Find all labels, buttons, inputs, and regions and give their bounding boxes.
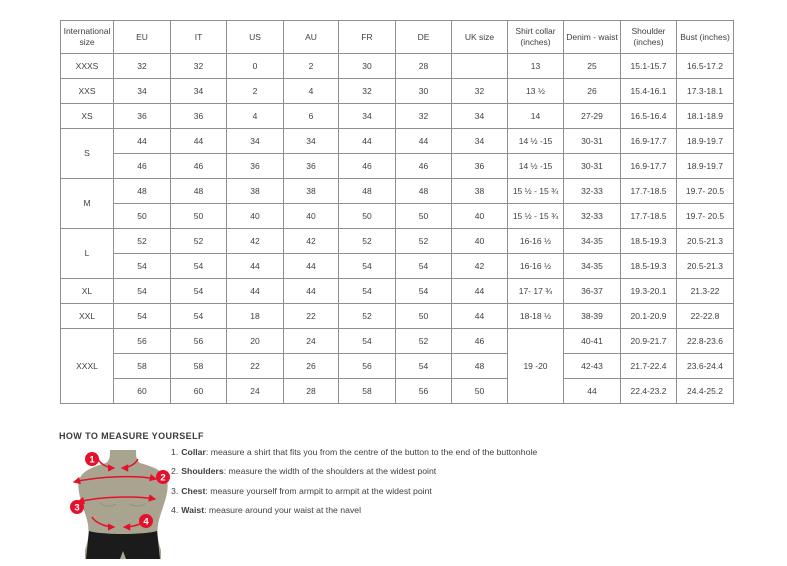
badge-collar xyxy=(85,452,99,466)
table-cell: 4 xyxy=(284,79,339,104)
header-row xyxy=(61,21,734,54)
table-row xyxy=(61,129,734,154)
column-header: US xyxy=(227,21,284,54)
table-cell: 20.5-21.3 xyxy=(677,254,734,279)
table-cell: 34 xyxy=(171,79,227,104)
table-cell: 19.7- 20.5 xyxy=(677,204,734,229)
table-row xyxy=(61,304,734,329)
table-cell: 15 ½ - 15 ¾ xyxy=(508,204,564,229)
table-cell: 56 xyxy=(339,354,396,379)
size-label: XXS xyxy=(61,79,114,104)
table-cell: 40 xyxy=(452,229,508,254)
table-cell: 0 xyxy=(227,54,284,79)
column-header: Shirt collar (inches) xyxy=(508,21,564,54)
table-cell: 50 xyxy=(396,204,452,229)
table-cell: 32-33 xyxy=(564,204,621,229)
step-number: 3. xyxy=(171,485,179,496)
step-label: Collar xyxy=(181,447,206,457)
table-cell: 18 xyxy=(227,304,284,329)
step-label: Waist xyxy=(181,505,205,516)
table-cell: 46 xyxy=(114,154,171,179)
table-cell: 34-35 xyxy=(564,254,621,279)
column-header: UK size xyxy=(452,21,508,54)
table-cell: 38 xyxy=(227,179,284,204)
table-cell: 21.3-22 xyxy=(677,279,734,304)
table-cell: 17.3-18.1 xyxy=(677,79,734,104)
table-cell: 20.9-21.7 xyxy=(621,329,677,354)
size-label: XS xyxy=(61,104,114,129)
table-cell: 24.4-25.2 xyxy=(677,379,734,404)
badge-chest xyxy=(70,500,84,514)
measure-section-title: HOW TO MEASURE YOURSELF xyxy=(59,431,204,441)
column-header: IT xyxy=(171,21,227,54)
badge-shoulders xyxy=(156,470,170,484)
table-cell: 17.7-18.5 xyxy=(621,179,677,204)
step-text: : measure a shirt that fits you from the centre of the button to the end of the buttonhole xyxy=(205,447,538,457)
table-cell: 52 xyxy=(339,304,396,329)
table-cell: 50 xyxy=(452,379,508,404)
table-cell: 19 -20 xyxy=(508,329,564,404)
table-cell: 16.9-17.7 xyxy=(621,154,677,179)
table-cell: 18.5-19.3 xyxy=(621,254,677,279)
svg-text:3: 3 xyxy=(74,502,80,514)
table-cell: 20 xyxy=(227,329,284,354)
size-chart-table xyxy=(60,20,734,404)
table-row xyxy=(61,204,734,229)
table-cell: 32 xyxy=(339,79,396,104)
step-text: : measure the width of the shoulders at the widest point xyxy=(223,466,437,477)
table-cell: 44 xyxy=(284,254,339,279)
table-cell: 32 xyxy=(114,54,171,79)
column-header: FR xyxy=(339,21,396,54)
table-cell: 28 xyxy=(284,379,339,404)
column-header: DE xyxy=(396,21,452,54)
table-cell: 16-16 ½ xyxy=(508,254,564,279)
table-cell: 28 xyxy=(396,54,452,79)
table-cell: 54 xyxy=(171,254,227,279)
table-cell: 38 xyxy=(284,179,339,204)
table-cell: 34 xyxy=(452,129,508,154)
table-cell: 42 xyxy=(452,254,508,279)
table-cell: 48 xyxy=(171,179,227,204)
column-header: Shoulder (inches) xyxy=(621,21,677,54)
table-cell: 34 xyxy=(339,104,396,129)
size-label: XL xyxy=(61,279,114,304)
table-cell: 6 xyxy=(284,104,339,129)
table-cell: 50 xyxy=(171,204,227,229)
measure-step-waist xyxy=(171,501,537,520)
svg-text:1: 1 xyxy=(89,454,95,466)
table-cell: 50 xyxy=(396,304,452,329)
size-label: L xyxy=(61,229,114,279)
column-header: Bust (inches) xyxy=(677,21,734,54)
table-cell: 36 xyxy=(114,104,171,129)
table-cell: 54 xyxy=(171,279,227,304)
table-cell: 42 xyxy=(284,229,339,254)
measure-steps xyxy=(171,443,537,521)
table-cell: 22.4-23.2 xyxy=(621,379,677,404)
table-cell: 14 ½ -15 xyxy=(508,129,564,154)
table-cell: 56 xyxy=(171,329,227,354)
size-label: XXL xyxy=(61,304,114,329)
table-cell: 44 xyxy=(114,129,171,154)
table-cell: 38-39 xyxy=(564,304,621,329)
table-cell: 24 xyxy=(227,379,284,404)
measure-step-shoulders xyxy=(171,462,537,481)
step-number: 2. xyxy=(171,466,179,477)
table-cell: 44 xyxy=(284,279,339,304)
table-cell: 16.5-17.2 xyxy=(677,54,734,79)
table-cell: 44 xyxy=(227,254,284,279)
table-cell: 32-33 xyxy=(564,179,621,204)
step-label: Chest xyxy=(181,485,206,496)
table-cell: 58 xyxy=(171,354,227,379)
table-cell: 34 xyxy=(452,104,508,129)
table-cell: 52 xyxy=(396,329,452,354)
table-row xyxy=(61,329,734,354)
table-cell: 2 xyxy=(284,54,339,79)
table-cell: 50 xyxy=(339,204,396,229)
table-cell: 44 xyxy=(227,279,284,304)
measure-step-collar xyxy=(171,443,537,462)
table-cell: 30-31 xyxy=(564,154,621,179)
svg-text:2: 2 xyxy=(160,472,166,484)
table-cell: 48 xyxy=(114,179,171,204)
table-cell: 16.9-17.7 xyxy=(621,129,677,154)
svg-text:4: 4 xyxy=(143,516,149,528)
table-cell: 18.5-19.3 xyxy=(621,229,677,254)
column-header: EU xyxy=(114,21,171,54)
table-cell: 15 ½ - 15 ¾ xyxy=(508,179,564,204)
table-cell: 30 xyxy=(339,54,396,79)
table-cell: 60 xyxy=(171,379,227,404)
table-cell: 17- 17 ¾ xyxy=(508,279,564,304)
table-cell: 15.4-16.1 xyxy=(621,79,677,104)
table-cell: 20.5-21.3 xyxy=(677,229,734,254)
size-label: S xyxy=(61,129,114,179)
table-cell: 42 xyxy=(227,229,284,254)
table-cell: 34 xyxy=(114,79,171,104)
table-cell: 56 xyxy=(114,329,171,354)
table-cell: 19.3-20.1 xyxy=(621,279,677,304)
table-row xyxy=(61,354,734,379)
table-cell: 13 xyxy=(508,54,564,79)
column-header: AU xyxy=(284,21,339,54)
table-cell: 54 xyxy=(114,304,171,329)
table-cell: 27-29 xyxy=(564,104,621,129)
table-cell: 44 xyxy=(339,129,396,154)
table-cell: 26 xyxy=(564,79,621,104)
table-row xyxy=(61,379,734,404)
table-row xyxy=(61,154,734,179)
table-cell: 24 xyxy=(284,329,339,354)
table-cell: 19.7- 20.5 xyxy=(677,179,734,204)
table-cell: 23.6-24.4 xyxy=(677,354,734,379)
table-cell: 25 xyxy=(564,54,621,79)
table-cell: 54 xyxy=(396,279,452,304)
table-cell: 52 xyxy=(114,229,171,254)
table-cell: 4 xyxy=(227,104,284,129)
mannequin-measure-figure xyxy=(56,446,178,566)
badge-waist xyxy=(139,514,153,528)
table-cell: 46 xyxy=(452,329,508,354)
table-cell: 40 xyxy=(227,204,284,229)
size-label: XXXL xyxy=(61,329,114,404)
table-cell: 44 xyxy=(564,379,621,404)
table-cell: 13 ½ xyxy=(508,79,564,104)
table-cell: 52 xyxy=(396,229,452,254)
table-cell: 32 xyxy=(396,104,452,129)
table-row xyxy=(61,179,734,204)
column-header: Denim - waist xyxy=(564,21,621,54)
table-cell: 14 ½ -15 xyxy=(508,154,564,179)
table-cell: 44 xyxy=(452,304,508,329)
table-cell: 16-16 ½ xyxy=(508,229,564,254)
table-cell: 54 xyxy=(114,279,171,304)
table-cell: 54 xyxy=(339,329,396,354)
step-text: : measure yourself from armpit to armpit at the widest point xyxy=(205,485,432,496)
size-chart-body xyxy=(61,54,734,404)
table-cell: 2 xyxy=(227,79,284,104)
table-cell: 22.8-23.6 xyxy=(677,329,734,354)
table-cell: 34-35 xyxy=(564,229,621,254)
table-cell: 18.9-19.7 xyxy=(677,129,734,154)
table-cell: 52 xyxy=(339,229,396,254)
table-cell: 52 xyxy=(171,229,227,254)
table-cell: 34 xyxy=(227,129,284,154)
table-cell: 36 xyxy=(227,154,284,179)
table-cell: 21.7-22.4 xyxy=(621,354,677,379)
table-cell: 36 xyxy=(452,154,508,179)
table-cell: 18.9-19.7 xyxy=(677,154,734,179)
table-cell: 14 xyxy=(508,104,564,129)
table-cell: 54 xyxy=(171,304,227,329)
table-cell: 22 xyxy=(227,354,284,379)
table-cell: 22 xyxy=(284,304,339,329)
size-label: XXXS xyxy=(61,54,114,79)
step-number: 1. xyxy=(171,447,179,457)
table-cell: 15.1-15.7 xyxy=(621,54,677,79)
table-cell: 48 xyxy=(339,179,396,204)
table-cell: 44 xyxy=(396,129,452,154)
table-cell: 38 xyxy=(452,179,508,204)
table-cell: 16.5-16.4 xyxy=(621,104,677,129)
table-cell: 56 xyxy=(396,379,452,404)
table-cell: 40 xyxy=(452,204,508,229)
table-row xyxy=(61,254,734,279)
table-cell: 20.1-20.9 xyxy=(621,304,677,329)
table-cell: 36 xyxy=(284,154,339,179)
table-cell: 32 xyxy=(171,54,227,79)
table-cell: 44 xyxy=(452,279,508,304)
table-row xyxy=(61,279,734,304)
table-row xyxy=(61,79,734,104)
table-cell: 17.7-18.5 xyxy=(621,204,677,229)
size-label: M xyxy=(61,179,114,229)
table-cell: 46 xyxy=(396,154,452,179)
table-cell: 32 xyxy=(452,79,508,104)
table-cell: 54 xyxy=(339,279,396,304)
measure-step-chest xyxy=(171,482,537,501)
table-cell: 30-31 xyxy=(564,129,621,154)
table-cell: 48 xyxy=(396,179,452,204)
table-cell: 22-22.8 xyxy=(677,304,734,329)
table-cell: 40-41 xyxy=(564,329,621,354)
table-cell: 58 xyxy=(339,379,396,404)
table-row xyxy=(61,229,734,254)
table-row xyxy=(61,54,734,79)
table-cell: 36 xyxy=(171,104,227,129)
step-label: Shoulders xyxy=(181,466,224,477)
step-text: : measure around your waist at the navel xyxy=(204,505,362,516)
table-cell: 30 xyxy=(396,79,452,104)
table-cell: 58 xyxy=(114,354,171,379)
table-cell: 54 xyxy=(396,354,452,379)
table-cell: 34 xyxy=(284,129,339,154)
table-cell: 18-18 ½ xyxy=(508,304,564,329)
table-cell: 18.1-18.9 xyxy=(677,104,734,129)
table-row xyxy=(61,104,734,129)
table-cell: 54 xyxy=(396,254,452,279)
table-cell: 54 xyxy=(339,254,396,279)
table-cell: 48 xyxy=(452,354,508,379)
table-cell: 46 xyxy=(171,154,227,179)
table-cell: 42-43 xyxy=(564,354,621,379)
table-cell: 26 xyxy=(284,354,339,379)
column-header: International size xyxy=(61,21,114,54)
table-cell: 46 xyxy=(339,154,396,179)
table-cell: 36-37 xyxy=(564,279,621,304)
table-cell: 44 xyxy=(171,129,227,154)
table-cell: 40 xyxy=(284,204,339,229)
table-cell: 50 xyxy=(114,204,171,229)
table-cell xyxy=(452,54,508,79)
table-cell: 54 xyxy=(114,254,171,279)
table-cell: 60 xyxy=(114,379,171,404)
step-number: 4. xyxy=(171,505,179,516)
